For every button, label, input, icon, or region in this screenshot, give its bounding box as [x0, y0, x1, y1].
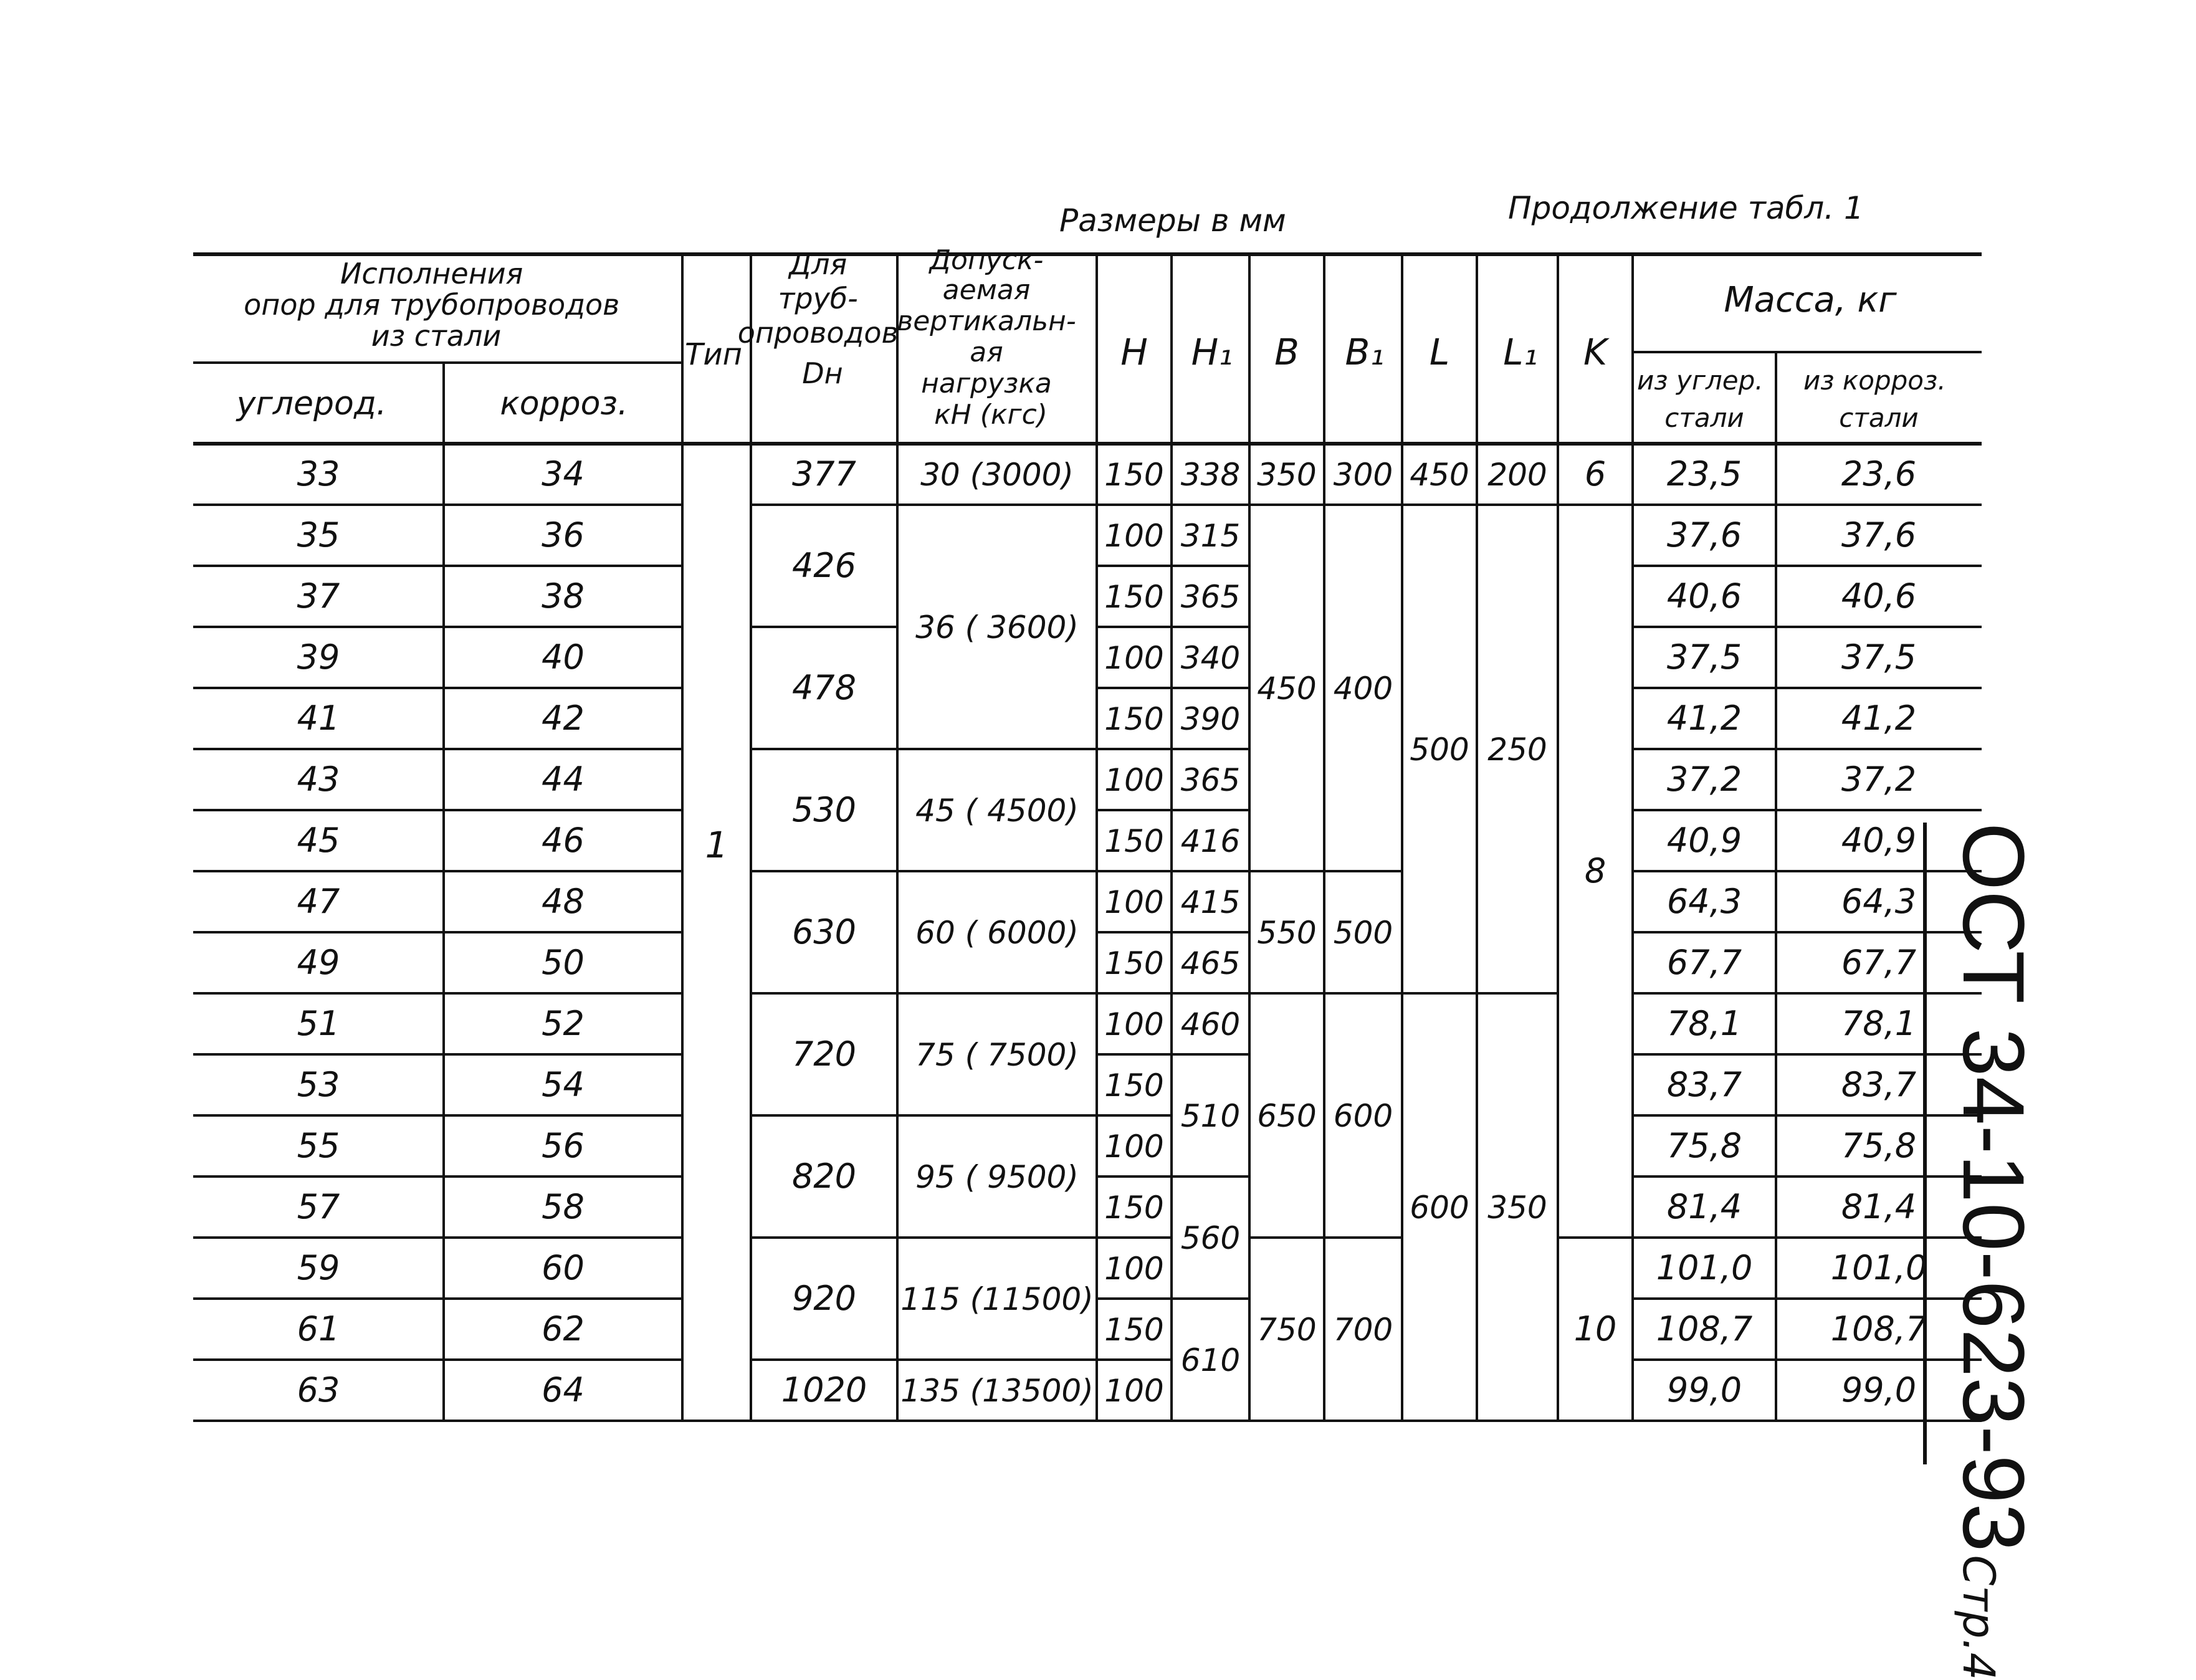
cell-H1: 460 [1180, 1006, 1241, 1043]
cell-B1: 600 [1333, 1098, 1393, 1134]
cell-corrosion: 52 [542, 1004, 585, 1043]
cell-mass-carbon: 41,2 [1666, 699, 1742, 738]
header-load: Допуск- аемая вертикальн- ая нагрузка кН (кгс) [897, 244, 1076, 431]
cell-carbon: 55 [297, 1126, 340, 1165]
cell-H1: 610 [1180, 1342, 1241, 1378]
cell-carbon: 51 [297, 1004, 340, 1043]
header-type: Тип [685, 337, 742, 372]
cell-load: 95 ( 9500) [915, 1159, 1079, 1195]
cell-H: 150 [1104, 457, 1164, 493]
cell-load: 30 (3000) [920, 457, 1074, 493]
cell-H: 150 [1104, 1067, 1164, 1104]
cell-B1: 500 [1333, 915, 1393, 951]
cell-carbon: 53 [297, 1065, 340, 1104]
cell-dn: 820 [791, 1157, 857, 1196]
cell-mass-corrosion: 40,6 [1841, 576, 1917, 616]
cell-mass-carbon: 75,8 [1666, 1126, 1742, 1165]
cell-mass-corrosion: 23,6 [1841, 454, 1917, 494]
cell-B: 450 [1257, 671, 1317, 707]
cell-H: 100 [1104, 1251, 1164, 1287]
cell-mass-carbon: 78,1 [1666, 1004, 1742, 1043]
cell-B: 350 [1257, 457, 1317, 493]
cell-H: 100 [1104, 762, 1164, 798]
cell-corrosion: 36 [542, 515, 585, 555]
cell-carbon: 57 [297, 1187, 340, 1226]
cell-H: 100 [1104, 1006, 1164, 1043]
cell-H: 150 [1104, 823, 1164, 859]
header-B1: B₁ [1345, 331, 1385, 373]
cell-load: 115 (11500) [900, 1281, 1094, 1317]
cell-corrosion: 64 [542, 1370, 585, 1410]
header-mass-corrosion: из корроз. стали [1803, 365, 1946, 433]
cell-corrosion: 60 [542, 1248, 585, 1287]
cell-mass-corrosion: 40,9 [1841, 821, 1917, 860]
cell-corrosion: 62 [542, 1309, 585, 1348]
cell-H1: 416 [1180, 823, 1241, 859]
cell-H1: 365 [1180, 579, 1241, 615]
cell-carbon: 61 [297, 1309, 340, 1348]
cell-carbon: 47 [297, 882, 340, 921]
header-executions: Исполнения опор для трубопроводов из стали [244, 257, 620, 353]
cell-carbon: 43 [297, 760, 340, 799]
cell-mass-corrosion: 83,7 [1841, 1065, 1917, 1104]
cell-mass-carbon: 40,9 [1666, 821, 1742, 860]
cell-carbon: 49 [297, 943, 340, 982]
cell-corrosion: 44 [542, 760, 585, 799]
cell-carbon: 37 [297, 576, 340, 616]
cell-mass-corrosion: 108,7 [1830, 1309, 1927, 1348]
cell-K: 6 [1584, 454, 1606, 494]
cell-corrosion: 54 [542, 1065, 585, 1104]
cell-H: 100 [1104, 640, 1164, 676]
page-number: Стр.4 [1953, 1555, 2004, 1680]
cell-corrosion: 42 [542, 699, 585, 738]
cell-carbon: 35 [297, 515, 340, 555]
cell-H1: 510 [1180, 1098, 1241, 1134]
cell-load: 60 ( 6000) [915, 915, 1079, 951]
cell-carbon: 59 [297, 1248, 340, 1287]
cell-mass-carbon: 37,2 [1666, 760, 1742, 799]
cell-dn: 478 [791, 668, 857, 707]
cell-dn: 1020 [781, 1370, 867, 1410]
cell-mass-carbon: 40,6 [1666, 576, 1742, 616]
cell-mass-corrosion: 41,2 [1841, 699, 1917, 738]
cell-mass-carbon: 101,0 [1656, 1248, 1753, 1287]
cell-L1: 200 [1487, 457, 1547, 493]
cell-H1: 465 [1180, 945, 1241, 981]
continuation-caption: Продолжение табл. 1 [1508, 190, 1864, 226]
cell-dn: 426 [791, 546, 857, 585]
cell-L1: 250 [1487, 732, 1547, 768]
header-carbon: углерод. [236, 385, 387, 422]
cell-B: 650 [1257, 1098, 1317, 1134]
cell-H: 150 [1104, 579, 1164, 615]
document-code: ОСТ 34-10-623-93 [1945, 823, 2043, 1552]
cell-mass-corrosion: 101,0 [1830, 1248, 1927, 1287]
cell-H1: 560 [1180, 1220, 1241, 1256]
cell-corrosion: 58 [542, 1187, 585, 1226]
cell-mass-carbon: 81,4 [1666, 1187, 1742, 1226]
cell-carbon: 39 [297, 637, 340, 677]
cell-mass-carbon: 23,5 [1666, 454, 1742, 494]
cell-mass-corrosion: 37,5 [1841, 637, 1917, 677]
cell-L: 500 [1410, 732, 1469, 768]
cell-mass-carbon: 64,3 [1666, 882, 1742, 921]
cell-corrosion: 46 [542, 821, 585, 860]
cell-K: 8 [1584, 851, 1606, 890]
cell-mass-carbon: 37,6 [1666, 515, 1742, 555]
cell-B: 750 [1257, 1312, 1317, 1348]
cell-dn: 530 [791, 790, 857, 829]
cell-H1: 315 [1180, 518, 1241, 554]
header-K: K [1583, 331, 1608, 373]
cell-type: 1 [705, 824, 728, 866]
cell-B1: 300 [1333, 457, 1393, 493]
cell-mass-corrosion: 81,4 [1841, 1187, 1917, 1226]
cell-K: 10 [1573, 1309, 1617, 1348]
cell-H1: 365 [1180, 762, 1241, 798]
cell-H: 100 [1104, 518, 1164, 554]
cell-carbon: 63 [297, 1370, 340, 1410]
cell-H: 150 [1104, 701, 1164, 737]
cell-mass-carbon: 37,5 [1666, 637, 1742, 677]
cell-dn: 920 [791, 1279, 857, 1318]
cell-B: 550 [1257, 915, 1317, 951]
cell-H1: 338 [1180, 457, 1241, 493]
cell-mass-corrosion: 78,1 [1841, 1004, 1917, 1043]
cell-mass-corrosion: 37,6 [1841, 515, 1917, 555]
units-caption: Размеры в мм [1059, 203, 1286, 239]
header-pipe-dn: Для труб- опроводов Dн [737, 247, 899, 390]
cell-load: 75 ( 7500) [915, 1037, 1079, 1073]
header-L: L [1429, 331, 1450, 373]
cell-corrosion: 48 [542, 882, 585, 921]
header-mass: Масса, кг [1724, 280, 1897, 320]
cell-L: 450 [1410, 457, 1469, 493]
cell-carbon: 33 [297, 454, 340, 494]
cell-dn: 720 [791, 1034, 857, 1074]
cell-corrosion: 34 [542, 454, 585, 494]
cell-dn: 377 [791, 454, 857, 494]
cell-H1: 415 [1180, 884, 1241, 920]
cell-H: 100 [1104, 1129, 1164, 1165]
cell-load: 36 ( 3600) [915, 609, 1079, 646]
cell-H1: 390 [1180, 701, 1241, 737]
header-B: B [1274, 331, 1299, 373]
cell-H: 150 [1104, 1190, 1164, 1226]
cell-load: 45 ( 4500) [915, 793, 1079, 829]
header-L1: L₁ [1503, 331, 1538, 373]
table-header [236, 244, 1954, 433]
cell-H: 150 [1104, 945, 1164, 981]
cell-mass-corrosion: 37,2 [1841, 760, 1917, 799]
cell-B1: 400 [1333, 671, 1393, 707]
cell-H: 100 [1104, 884, 1164, 920]
header-H1: H₁ [1191, 331, 1233, 373]
cell-corrosion: 38 [542, 576, 585, 616]
cell-load: 135 (13500) [900, 1373, 1094, 1409]
cell-H1: 340 [1180, 640, 1241, 676]
cell-mass-carbon: 67,7 [1666, 943, 1742, 982]
cell-mass-corrosion: 75,8 [1841, 1126, 1917, 1165]
cell-corrosion: 56 [542, 1126, 585, 1165]
cell-mass-corrosion: 99,0 [1841, 1370, 1917, 1410]
cell-mass-carbon: 108,7 [1656, 1309, 1753, 1348]
cell-H: 100 [1104, 1373, 1164, 1409]
header-corrosion: корроз. [500, 385, 628, 422]
cell-L: 600 [1410, 1190, 1469, 1226]
header-mass-carbon: из углер. стали [1637, 365, 1764, 433]
cell-B1: 700 [1333, 1312, 1393, 1348]
cell-dn: 630 [791, 912, 857, 952]
header-H: H [1120, 331, 1148, 373]
cell-mass-carbon: 99,0 [1666, 1370, 1742, 1410]
cell-H: 150 [1104, 1312, 1164, 1348]
cell-carbon: 45 [297, 821, 340, 860]
cell-corrosion: 50 [542, 943, 585, 982]
cell-mass-carbon: 83,7 [1666, 1065, 1742, 1104]
cell-carbon: 41 [297, 699, 340, 738]
cell-mass-corrosion: 64,3 [1841, 882, 1917, 921]
cell-mass-corrosion: 67,7 [1841, 943, 1917, 982]
cell-corrosion: 40 [542, 637, 585, 677]
cell-L1: 350 [1487, 1190, 1547, 1226]
